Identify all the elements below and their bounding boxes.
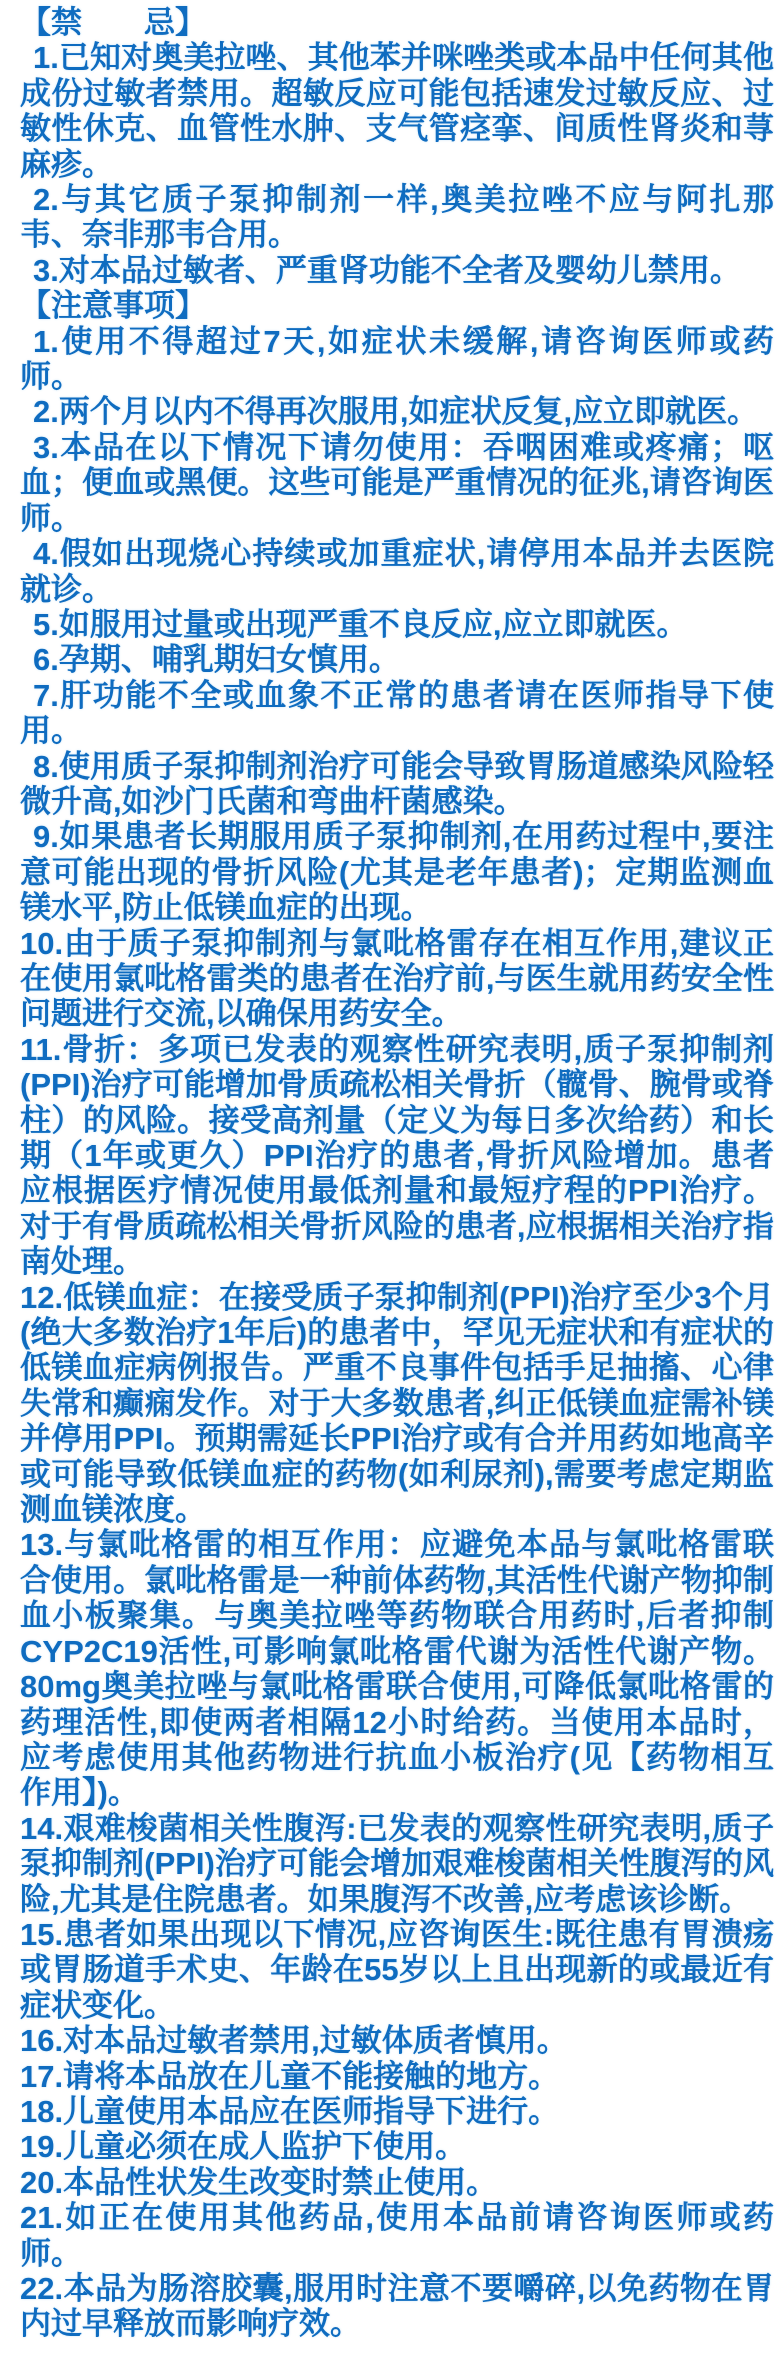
- leaflet-item: 21.如正在使用其他药品,使用本品前请咨询医师或药师。: [20, 2200, 774, 2271]
- section-heading: 【注意事项】: [20, 288, 206, 324]
- leaflet-item: 15.患者如果出现以下情况,应咨询医生:既往患有胃溃疡或胃肠道手术史、年龄在55岁以上且出现新的或最近有症状变化。: [20, 1916, 774, 2023]
- leaflet-item: 9.如果患者长期服用质子泵抑制剂,在用药过程中,要注意可能出现的骨折风险(尤其是老年患者)；定期监测血镁水平,防止低镁血症的出现。: [20, 819, 774, 926]
- leaflet-item: 2.两个月以内不得再次服用,如症状反复,应立即就医。: [33, 394, 759, 430]
- leaflet-item: 1.已知对奥美拉唑、其他苯并咪唑类或本品中任何其他成份过敏者禁用。超敏反应可能包括速发过敏反应、过敏性休克、血管性水肿、支气管痉挛、间质性肾炎和荨麻疹。: [20, 40, 774, 182]
- leaflet-item: 3.对本品过敏者、严重肾功能不全者及婴幼儿禁用。: [33, 252, 741, 288]
- leaflet-item: 18.儿童使用本品应在医师指导下进行。: [20, 2093, 560, 2129]
- leaflet-item: 1.使用不得超过7天,如症状未缓解,请咨询医师或药师。: [20, 323, 774, 395]
- leaflet-item: 12.低镁血症：在接受质子泵抑制剂(PPI)治疗至少3个月(绝大多数治疗1年后)的患者中，罕见无症状和有症状的低镁血症病例报告。严重不良事件包括手足抽搐、心律失常和癫痫发作。对于大多数患者,纠正低镁血症需补镁并停用PPI。预期需延长PPI治疗或有合并用药如地高辛或可能导致低镁血症的药物(如利尿剂),需要考虑定期监测血镁浓度。: [20, 1279, 774, 1528]
- leaflet-item: 17.请将本品放在儿童不能接触的地方。: [20, 2058, 560, 2094]
- leaflet-item: 22.本品为肠溶胶囊,服用时注意不要嚼碎,以免药物在胃内过早释放而影响疗效。: [20, 2271, 774, 2342]
- section-heading: 【禁 忌】: [20, 5, 206, 40]
- leaflet-item: 8.使用质子泵抑制剂治疗可能会导致胃肠道感染风险轻微升高,如沙门氏菌和弯曲杆菌感染。: [20, 748, 774, 819]
- leaflet-item: 5.如服用过量或出现严重不良反应,应立即就医。: [33, 606, 688, 642]
- leaflet-item: 20.本品性状发生改变时禁止使用。: [20, 2164, 498, 2200]
- leaflet-item: 2.与其它质子泵抑制剂一样,奥美拉唑不应与阿扎那韦、奈非那韦合用。: [20, 182, 774, 253]
- leaflet-item: 13.与氯吡格雷的相互作用：应避免本品与氯吡格雷联合使用。氯吡格雷是一种前体药物,其活性代谢产物抑制血小板聚集。与奥美拉唑等药物联合用药时,后者抑制CYP2C19活性,可影响氯吡格雷代谢为活性代谢产物。80mg奥美拉唑与氯吡格雷联合使用,可降低氯吡格雷的药理活性,即使两者相隔12小时给药。当使用本品时，应考虑使用其他药物进行抗血小板治疗(见【药物相互作用】)。: [20, 1527, 774, 1811]
- leaflet-section: [20, 288, 774, 2342]
- leaflet-section: [20, 5, 774, 288]
- leaflet-item: 3.本品在以下情况下请勿使用：吞咽困难或疼痛；呕血；便血或黑便。这些可能是严重情况的征兆,请咨询医师。: [20, 429, 774, 536]
- leaflet-item: 6.孕期、哺乳期妇女慎用。: [33, 642, 400, 678]
- leaflet-item: 16.对本品过敏者禁用,过敏体质者慎用。: [20, 2023, 568, 2059]
- leaflet-item: 4.假如出现烧心持续或加重症状,请停用本品并去医院就诊。: [20, 536, 774, 607]
- leaflet-item: 19.儿童必须在成人监护下使用。: [20, 2129, 467, 2165]
- leaflet-item: 14.艰难梭菌相关性腹泻:已发表的观察性研究表明,质子泵抑制剂(PPI)治疗可能会增加艰难梭菌相关性腹泻的风险,尤其是住院患者。如果腹泻不改善,应考虑该诊断。: [20, 1810, 774, 1917]
- leaflet-item: 10.由于质子泵抑制剂与氯吡格雷存在相互作用,建议正在使用氯吡格雷类的患者在治疗前,与医生就用药安全性问题进行交流,以确保用药安全。: [20, 925, 774, 1032]
- leaflet-item: 7.肝功能不全或血象不正常的患者请在医师指导下使用。: [20, 677, 774, 749]
- leaflet-item: 11.骨折：多项已发表的观察性研究表明,质子泵抑制剂(PPI)治疗可能增加骨质疏松相关骨折（髋骨、腕骨或脊柱）的风险。接受高剂量（定义为每日多次给药）和长期（1年或更久）PPI治疗的患者,骨折风险增加。患者应根据医疗情况使用最低剂量和最短疗程的PPI治疗。对于有骨质疏松相关骨折风险的患者,应根据相关治疗指南处理。: [20, 1031, 774, 1280]
